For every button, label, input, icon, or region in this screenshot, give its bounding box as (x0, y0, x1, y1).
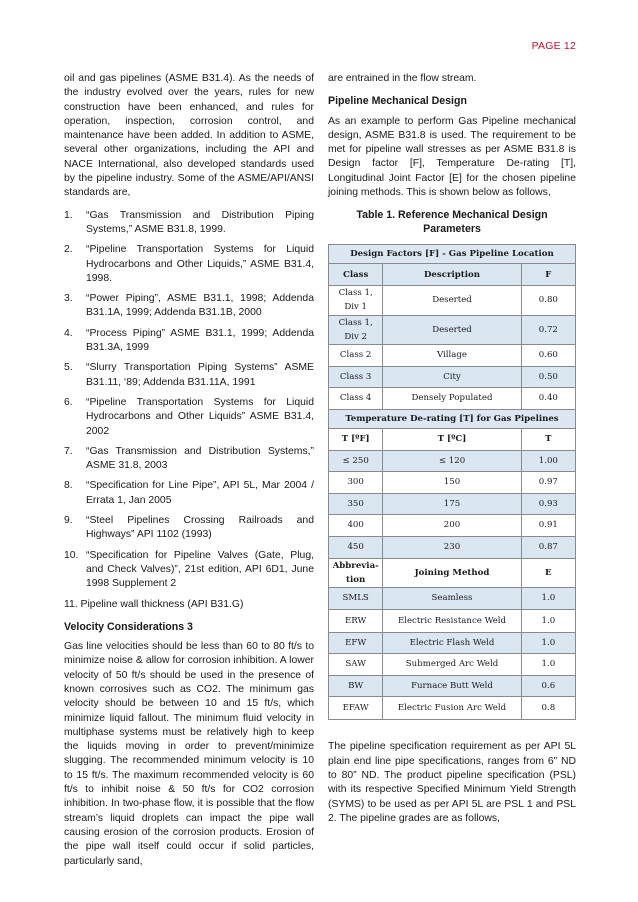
table-row (329, 536, 576, 558)
table-cell: ERW (329, 609, 383, 632)
list-item (64, 445, 314, 474)
table-row (329, 632, 576, 654)
table-cell: 200 (383, 515, 521, 537)
list-text: “Specification for Line Pipe”, API 5L, Mar 2004 / Errata 1, Jan 2005 (86, 480, 314, 506)
table-section-title: Design Factors [F] - Gas Pipeline Location (329, 245, 576, 264)
table-header: F (521, 264, 575, 286)
table-header: T [ºF] (329, 428, 383, 450)
list-text: “Pipeline Transportation Systems for Liquid Hydrocarbons and Other Liquids,” ASME B31.4, 1998. (86, 244, 314, 284)
table-cell: 450 (329, 536, 383, 558)
list-item (64, 327, 314, 356)
table-cell: Electric Resistance Weld (383, 609, 521, 632)
table-cell: 0.93 (521, 493, 575, 515)
table-cell: 0.40 (521, 388, 575, 410)
continued-paragraph: are entrained in the flow stream. (328, 73, 477, 84)
table-cell: Deserted (383, 285, 521, 315)
list-text: “Gas Transmission and Distribution Piping Systems,” ASME B31.8, 1999. (86, 209, 314, 235)
list-number: 8. (64, 480, 73, 492)
table-header: T (521, 428, 575, 450)
right-column (328, 72, 576, 834)
table-cell: 0.60 (521, 345, 575, 367)
table-row (329, 654, 576, 676)
table-cell: SAW (329, 654, 383, 676)
table-row (329, 493, 576, 515)
design-heading: Pipeline Mechanical Design (328, 95, 467, 108)
table-cell: 1.0 (521, 588, 575, 610)
list-number: 4. (64, 327, 73, 339)
table-section-title: Temperature De-rating [T] for Gas Pipelines (329, 409, 576, 428)
table-cell: 0.80 (521, 285, 575, 315)
velocity-heading: Velocity Considerations 3 (64, 620, 193, 633)
table-row (329, 315, 576, 345)
table-row (329, 366, 576, 388)
list-item (64, 479, 314, 508)
table-cell: Class 3 (329, 366, 383, 388)
table-row (329, 588, 576, 610)
table-cell: EFW (329, 632, 383, 654)
table-row (329, 388, 576, 410)
table-header: Abbrevia-tion (329, 558, 383, 588)
table-cell: Class 4 (329, 388, 383, 410)
table-cell: 0.87 (521, 536, 575, 558)
table-cell: 0.8 (521, 697, 575, 720)
table-caption: Table 1. Reference Mechanical Design Parameters (356, 209, 548, 236)
table-cell: 0.6 (521, 675, 575, 697)
list-text: “Pipeline Transportation Systems for Liquid Hydrocarbons and Other Liquids” ASME B31.4, 2002 (86, 396, 314, 437)
list-item (64, 209, 314, 238)
table-row (329, 472, 576, 494)
mechanical-design-table (328, 244, 576, 720)
list-number: 6. (64, 396, 73, 408)
table-cell: 0.72 (521, 315, 575, 345)
list-text: “Gas Transmission and Distribution Systems,” ASME 31.8, 2003 (86, 445, 314, 472)
list-text: “Power Piping”, ASME B31.1, 1998; Addenda B31.1A, 1999; Addenda B31.1B, 2000 (86, 293, 314, 319)
table-cell: Submerged Arc Weld (383, 654, 521, 676)
table-cell: ≤ 120 (383, 450, 521, 472)
design-paragraph: As an example to perform Gas Pipeline mechanical design, ASME B31.8 is used. The requirement to be met for pipeline wall stresses as per ASME B31.8 is Design factor [F], Temperature De-rating [T], Longitudinal Joint Factor [E] for the chosen pipeline joining methods. This is shown below as follows, (328, 115, 576, 199)
standards-list (64, 209, 314, 592)
list-item (64, 549, 314, 592)
list-text: “Specification for Pipeline Valves (Gate, Plug, and Check Valves)”, 21st edition, API 6D1, June 1998 Supplement 2 (86, 549, 314, 590)
table-cell: 230 (383, 536, 521, 558)
table-cell: Class 1, Div 1 (329, 285, 383, 315)
table-row (329, 675, 576, 697)
table-cell: Electric Fusion Arc Weld (383, 697, 521, 720)
table-cell: Electric Flash Weld (383, 632, 521, 654)
list-number: 5. (64, 362, 73, 374)
list-number: 2. (64, 244, 73, 256)
list-item-11: 11. Pipeline wall thickness (API B31.G) (64, 598, 244, 610)
table-row (329, 285, 576, 315)
table-cell: 0.91 (521, 515, 575, 537)
table-cell: SMLS (329, 588, 383, 610)
table-cell: Seamless (383, 588, 521, 610)
list-text: “Slurry Transportation Piping Systems” ASME B31.11, ‘89; Addenda B31.11A, 1991 (86, 362, 314, 388)
table-header: T [ºC] (383, 428, 521, 450)
list-item (64, 361, 314, 390)
table-cell: 0.50 (521, 366, 575, 388)
table-cell: BW (329, 675, 383, 697)
list-item (64, 514, 314, 543)
table-cell: 300 (329, 472, 383, 494)
table-cell: Class 1, Div 2 (329, 315, 383, 345)
table-cell: Densely Populated (383, 388, 521, 410)
list-number: 3. (64, 293, 73, 305)
list-text: “Process Piping” ASME B31.1, 1999; Addenda B31.3A, 1999 (86, 327, 314, 354)
list-item (64, 243, 314, 286)
table-header: Description (383, 264, 521, 286)
table-cell: Class 2 (329, 345, 383, 367)
table-cell: 400 (329, 515, 383, 537)
table-row (329, 345, 576, 367)
table-header: Class (329, 264, 383, 286)
list-number: 10. (64, 549, 79, 561)
list-number: 9. (64, 515, 73, 527)
list-number: 1. (64, 209, 73, 221)
table-cell: Deserted (383, 315, 521, 345)
table-cell: Village (383, 345, 521, 367)
table-cell: 150 (383, 472, 521, 494)
table-cell: 0.97 (521, 472, 575, 494)
table-cell: Furnace Butt Weld (383, 675, 521, 697)
table-row (329, 515, 576, 537)
table-row (329, 450, 576, 472)
list-item (64, 396, 314, 439)
table-row (329, 697, 576, 720)
intro-paragraph: oil and gas pipelines (ASME B31.4). As the needs of the industry evolved over the years, rules for new construction have been enhanced, and rules for operation, inspection, corrosion control, and maintenance have been added. In addition to ASME, several other organizations, including the API and NACE International, also developed standards used by the pipeline industry. Some of the ASME/API/ANSI standards are, (64, 73, 314, 199)
table-cell: 1.00 (521, 450, 575, 472)
table-cell: 1.0 (521, 609, 575, 632)
table-cell: 1.0 (521, 632, 575, 654)
list-number: 7. (64, 445, 73, 457)
table-cell: 1.0 (521, 654, 575, 676)
closing-paragraph: The pipeline specification requirement as per API 5L plain end line pipe specifications, ranges from 6” ND to 80” ND. The product pipeline specification (PSL) with its respective Specified Minimum Yield Strength (SYMS) to be used as per API 5L are PSL 1 and PSL 2. The pipeline grades are as follows, (328, 741, 576, 824)
table-cell: ≤ 250 (329, 450, 383, 472)
table-cell: EFAW (329, 697, 383, 720)
table-cell: 175 (383, 493, 521, 515)
left-column (64, 72, 314, 877)
list-item (64, 292, 314, 321)
table-header: Joining Method (383, 558, 521, 588)
list-text: “Steel Pipelines Crossing Railroads and Highways” API 1102 (1993) (86, 515, 314, 541)
table-cell: City (383, 366, 521, 388)
velocity-paragraph: Gas line velocities should be less than 60 to 80 ft/s to minimize noise & allow for corrosion inhibition. A lower velocity of 50 ft/s should be used in the presence of known corrosives such as CO2. The minimum gas velocity should be between 10 and 15 ft/s, which minimize liquid fallout. The minimum fluid velocity in multiphase systems must be relatively high to keep the liquids moving in order to prevent/minimize slugging. The recommended minimum velocity is 10 to 15 ft/s. The maximum recommended velocity is 60 ft/s to inhibit noise & 50 ft/s for CO2 corrosion inhibition. In two-phase flow, it is possible that the flow stream’s liquid droplets can impact the pipe wall causing erosion of the corrosion products. Erosion of the pipe wall itself could occur if solid particles, particularly sand, (64, 641, 314, 867)
table-header: E (521, 558, 575, 588)
table-row (329, 609, 576, 632)
page-number: PAGE 12 (531, 40, 576, 52)
table-cell: 350 (329, 493, 383, 515)
